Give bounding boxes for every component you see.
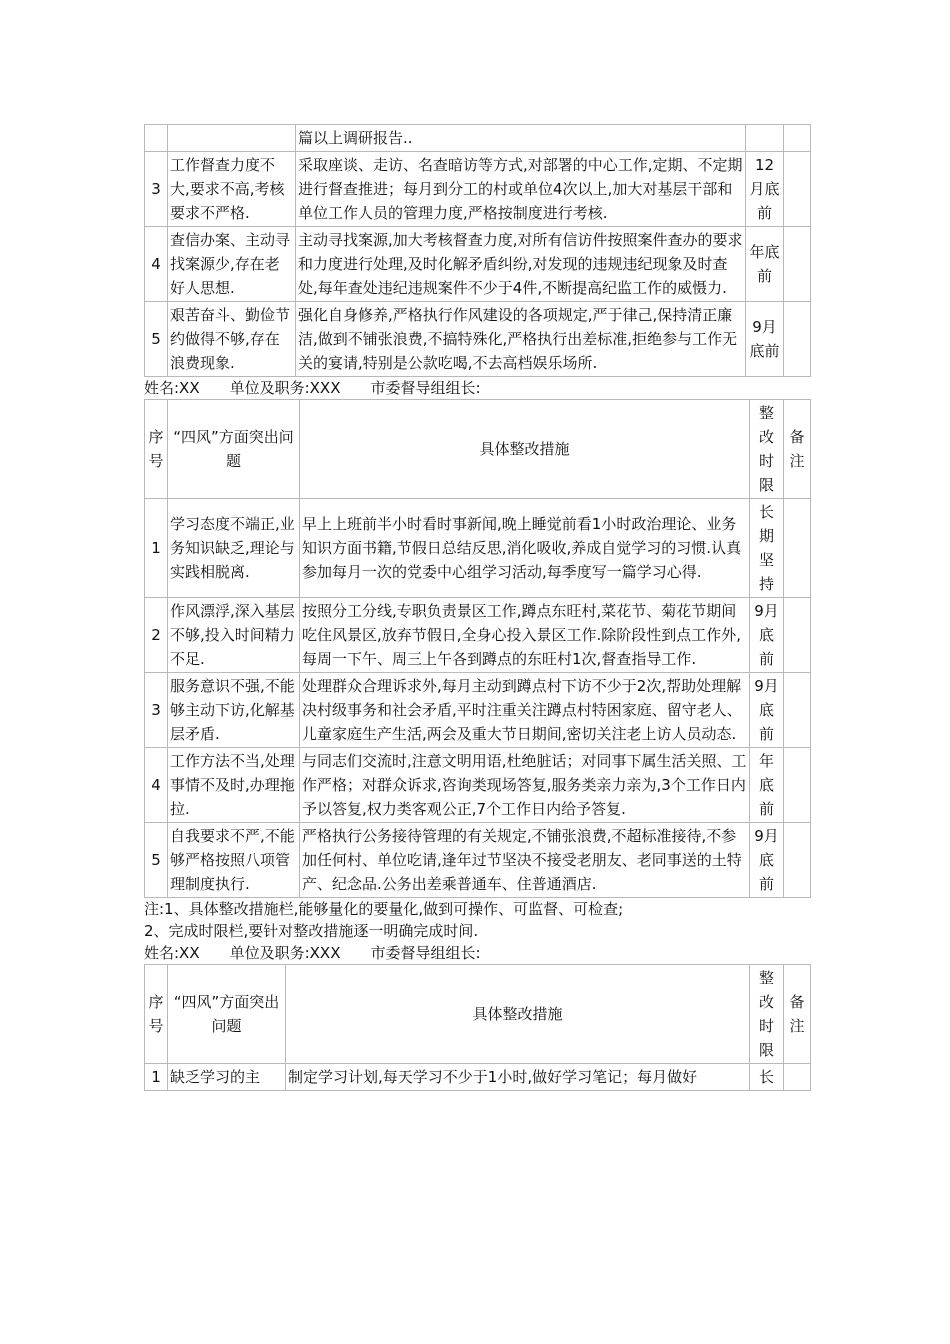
deadline-cell: 年底前	[750, 748, 784, 823]
row-number: 5	[145, 302, 168, 377]
deadline-cell: 9月底前	[746, 302, 784, 377]
header-measure: 具体整改措施	[300, 400, 750, 499]
remark-cell	[784, 125, 811, 152]
row-number: 4	[145, 748, 168, 823]
header-deadline: 整改时限	[750, 965, 784, 1064]
row-number: 1	[145, 499, 168, 598]
remark-cell	[784, 152, 811, 227]
header-measure: 具体整改措施	[286, 965, 750, 1064]
remark-cell	[784, 748, 811, 823]
rectification-table	[144, 399, 811, 898]
measure-cell: 主动寻找案源,加大考核督查力度,对所有信访件按照案件查办的要求和力度进行处理,及时化解矛盾纠纷,对发现的违规违纪现象及时查处,每年查处违纪违规案件不少于4件,不断提高纪监工作的威慑力.	[296, 227, 746, 302]
table-row	[145, 598, 811, 673]
row-number: 1	[145, 1064, 168, 1091]
remark-cell	[784, 598, 811, 673]
deadline-cell: 9月底前	[750, 673, 784, 748]
header-problem: “四风”方面突出问题	[168, 400, 300, 499]
table-header-row	[145, 400, 811, 499]
problem-cell: 查信办案、主动寻找案源少,存在老好人思想.	[168, 227, 296, 302]
table-row	[145, 673, 811, 748]
table-row	[145, 748, 811, 823]
table-row	[145, 1064, 811, 1091]
problem-cell: 工作方法不当,处理事情不及时,办理拖拉.	[168, 748, 300, 823]
deadline-cell: 9月底前	[750, 823, 784, 898]
table-header-row	[145, 965, 811, 1064]
rectification-table-next	[144, 964, 811, 1091]
header-remark: 备注	[784, 400, 811, 499]
measure-cell: 严格执行公务接待管理的有关规定,不铺张浪费,不超标准接待,不参加任何村、单位吃请,逢年过节坚决不接受老朋友、老同事送的土特产、纪念品.公务出差乘普通车、住普通酒店.	[300, 823, 750, 898]
header-number: 序号	[145, 965, 168, 1064]
deadline-cell: 12月底前	[746, 152, 784, 227]
row-number	[145, 125, 168, 152]
deadline-cell: 长	[750, 1064, 784, 1091]
measure-cell: 按照分工分线,专职负责景区工作,蹲点东旺村,菜花节、菊花节期间吃住风景区,放弃节假日,全身心投入景区工作.除阶段性到点工作外,每周一下午、周三上午各到蹲点的东旺村1次,督查指导工作.	[300, 598, 750, 673]
person-info-line: 姓名:XX 单位及职务:XXX 市委督导组组长:	[144, 944, 481, 962]
table-row	[145, 227, 811, 302]
measure-cell: 处理群众合理诉求外,每月主动到蹲点村下访不少于2次,帮助处理解决村级事务和社会矛盾,平时注重关注蹲点村特困家庭、留守老人、儿童家庭生产生活,两会及重大节日期间,密切关注老上访人员动态.	[300, 673, 750, 748]
measure-cell: 与同志们交流时,注意文明用语,杜绝脏话；对同事下属生活关照、工作严格；对群众诉求,咨询类现场答复,服务类亲力亲为,3个工作日内予以答复,权力类客观公正,7个工作日内给予答复.	[300, 748, 750, 823]
remark-cell	[784, 1064, 811, 1091]
measure-cell: 早上上班前半小时看时事新闻,晚上睡觉前看1小时政治理论、业务知识方面书籍,节假日总结反思,消化吸收,养成自觉学习的习惯.认真参加每月一次的党委中心组学习活动,每季度写一篇学习心得.	[300, 499, 750, 598]
deadline-cell: 9月底前	[750, 598, 784, 673]
row-number: 2	[145, 598, 168, 673]
remark-cell	[784, 499, 811, 598]
problem-cell: 艰苦奋斗、勤俭节约做得不够,存在浪费现象.	[168, 302, 296, 377]
measure-cell: 篇以上调研报告..	[296, 125, 746, 152]
note-line-2: 2、完成时限栏,要针对整改措施逐一明确完成时间.	[144, 922, 479, 940]
row-number: 3	[145, 673, 168, 748]
note-line-1: 注:1、具体整改措施栏,能够量化的要量化,做到可操作、可监督、可检查;	[144, 900, 624, 918]
remark-cell	[784, 823, 811, 898]
deadline-cell: 长期坚持	[750, 499, 784, 598]
rectification-table-continued	[144, 124, 811, 377]
measure-cell: 采取座谈、走访、名查暗访等方式,对部署的中心工作,定期、不定期进行督查推进；每月到分工的村或单位4次以上,加大对基层干部和单位工作人员的管理力度,严格按制度进行考核.	[296, 152, 746, 227]
remark-cell	[784, 227, 811, 302]
table-row	[145, 302, 811, 377]
problem-cell: 作风漂浮,深入基层不够,投入时间精力不足.	[168, 598, 300, 673]
header-deadline: 整改时限	[750, 400, 784, 499]
deadline-cell: 年底前	[746, 227, 784, 302]
measure-cell: 制定学习计划,每天学习不少于1小时,做好学习笔记；每月做好	[286, 1064, 750, 1091]
problem-cell	[168, 125, 296, 152]
problem-cell: 学习态度不端正,业务知识缺乏,理论与实践相脱离.	[168, 499, 300, 598]
table-row	[145, 125, 811, 152]
remark-cell	[784, 302, 811, 377]
remark-cell	[784, 673, 811, 748]
problem-cell: 自我要求不严,不能够严格按照八项管理制度执行.	[168, 823, 300, 898]
measure-cell: 强化自身修养,严格执行作风建设的各项规定,严于律己,保持清正廉洁,做到不铺张浪费,不搞特殊化,严格执行出差标准,拒绝参与工作无关的宴请,特别是公款吃喝,不去高档娱乐场所.	[296, 302, 746, 377]
row-number: 3	[145, 152, 168, 227]
table-row	[145, 499, 811, 598]
header-number: 序号	[145, 400, 168, 499]
problem-cell: 缺乏学习的主	[168, 1064, 286, 1091]
problem-cell: 工作督查力度不大,要求不高,考核要求不严格.	[168, 152, 296, 227]
row-number: 5	[145, 823, 168, 898]
table-row	[145, 823, 811, 898]
person-info-line: 姓名:XX 单位及职务:XXX 市委督导组组长:	[144, 379, 481, 397]
problem-cell: 服务意识不强,不能够主动下访,化解基层矛盾.	[168, 673, 300, 748]
header-remark: 备注	[784, 965, 811, 1064]
row-number: 4	[145, 227, 168, 302]
document-page	[144, 124, 810, 1091]
table-row	[145, 152, 811, 227]
deadline-cell	[746, 125, 784, 152]
header-problem: “四风”方面突出问题	[168, 965, 286, 1064]
